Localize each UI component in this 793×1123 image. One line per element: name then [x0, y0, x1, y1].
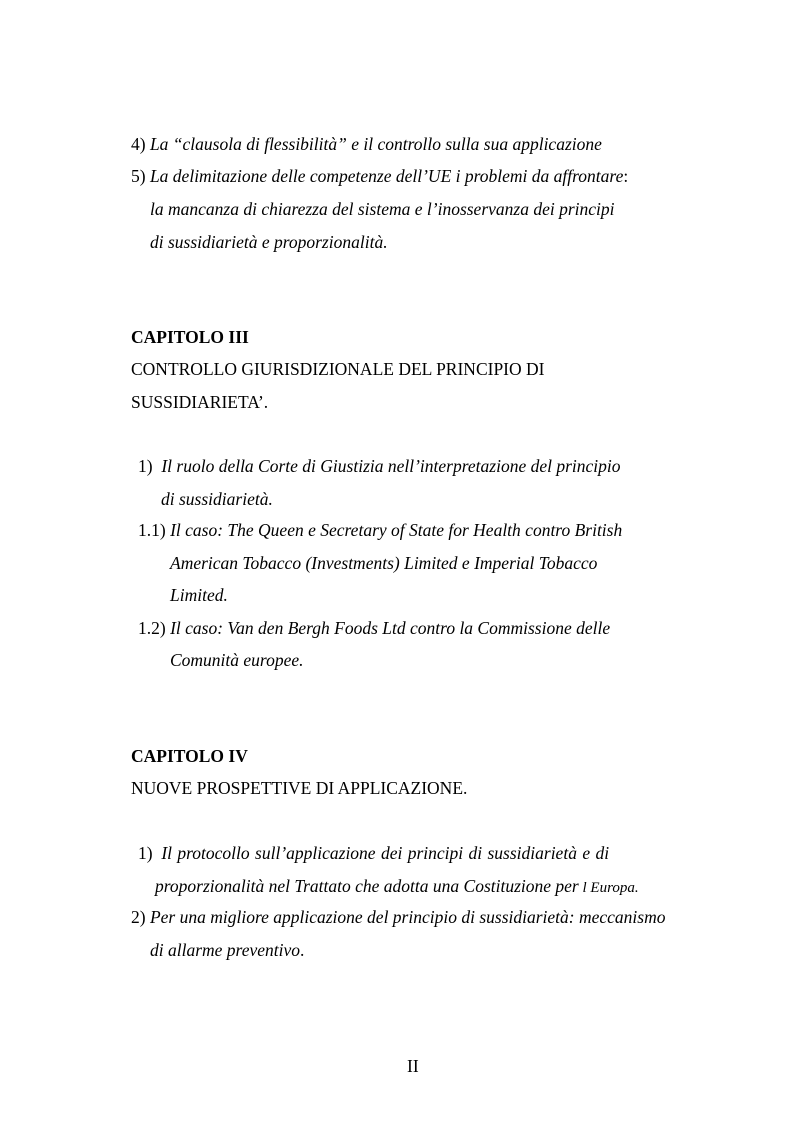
- chapter-4-heading: CAPITOLO IV: [131, 746, 248, 766]
- ch3-item-1-1-line2: American Tobacco (Investments) Limited e Imperial Tobacco: [170, 553, 598, 573]
- ch3-item-1-line1: Il ruolo della Corte di Giustizia nell’interpretazione del principio: [161, 456, 621, 476]
- ch4-item-1-num: 1): [138, 843, 153, 863]
- ch3-item-1-1: [138, 520, 622, 540]
- page-number: II: [407, 1056, 419, 1076]
- ch3-item-1-2-num: 1.2): [138, 618, 166, 638]
- ch4-item-2-num: 2): [131, 907, 146, 927]
- toc-item-5: [131, 166, 628, 186]
- ch4-item-2-line1: Per una migliore applicazione del principio di sussidiarietà: meccanismo: [149, 907, 666, 927]
- ch3-item-1-num: 1): [138, 456, 153, 476]
- ch4-item-1-line1: Il protocollo sull’applicazione dei principi di sussidiarietà e di: [161, 843, 610, 863]
- ch4-item-1-line2-main: proporzionalità nel Trattato che adotta una Costituzione per: [155, 876, 579, 896]
- ch3-item-1-1-line3: Limited.: [170, 585, 228, 605]
- ch3-item-1-1-line1: Il caso: The Queen e Secretary of State for Health contro British: [170, 520, 623, 540]
- toc-item-4: [131, 134, 602, 154]
- ch3-item-1: [138, 456, 621, 476]
- ch3-item-1-2: [138, 618, 610, 638]
- ch4-item-2-line2-text: di allarme preventivo: [150, 940, 301, 960]
- ch3-item-1-2-line1: Il caso: Van den Bergh Foods Ltd contro la Commissione delle: [170, 618, 611, 638]
- ch4-item-1-line2: [155, 876, 639, 898]
- toc-item-4-text: La “clausola di flessibilità” e il controllo sulla sua applicazione: [149, 134, 602, 154]
- ch4-item-1-line2-tail: l Europa.: [578, 880, 639, 896]
- chapter-4-title: NUOVE PROSPETTIVE DI APPLICAZIONE.: [131, 778, 468, 798]
- toc-item-5-line3: di sussidiarietà e proporzionalità.: [150, 232, 388, 252]
- ch3-item-1-2-line2: Comunità europee.: [170, 650, 304, 670]
- chapter-3-title-line2: SUSSIDIARIETA’.: [131, 392, 269, 412]
- ch4-item-2-line2-end: .: [300, 940, 305, 960]
- toc-item-5-num: 5): [131, 166, 146, 186]
- chapter-3-title-line1: CONTROLLO GIURISDIZIONALE DEL PRINCIPIO DI: [131, 359, 545, 379]
- ch3-item-1-1-num: 1.1): [138, 520, 166, 540]
- ch4-item-2-line2: [150, 940, 304, 960]
- toc-item-5-text: La delimitazione delle competenze dell’UE i problemi da affrontare: [149, 166, 624, 186]
- toc-item-4-num: 4): [131, 134, 146, 154]
- chapter-3-heading: CAPITOLO III: [131, 327, 249, 347]
- toc-item-5-line2: la mancanza di chiarezza del sistema e l’inosservanza dei principi: [150, 199, 615, 219]
- ch4-item-2: [131, 907, 666, 927]
- ch3-item-1-line2: di sussidiarietà.: [161, 489, 273, 509]
- ch4-item-1: [138, 843, 609, 863]
- toc-item-5-colon: :: [623, 166, 629, 186]
